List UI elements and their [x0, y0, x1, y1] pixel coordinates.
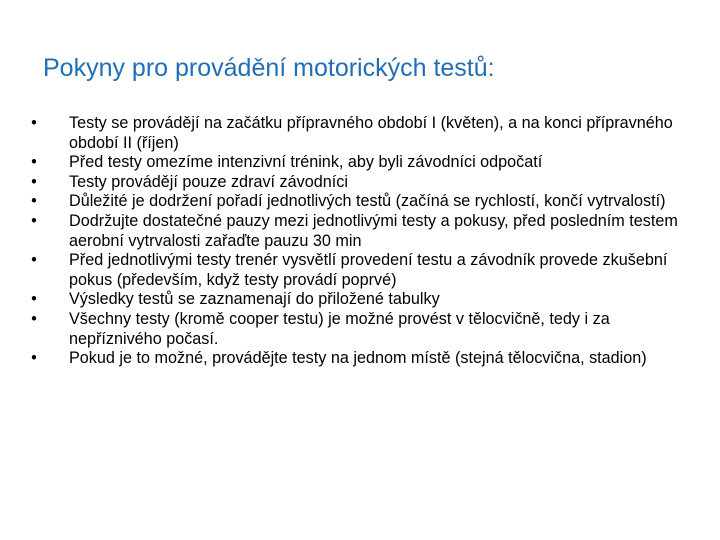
bullet-dot: • [31, 192, 37, 211]
bullet-dot: • [31, 172, 37, 191]
bullet-text: Všechny testy (kromě cooper testu) je možné provést v tělocvičně, tedy i za nepříznivého počasí. [69, 309, 610, 348]
bullet-dot: • [31, 251, 37, 270]
bullet-text: Před testy omezíme intenzivní trénink, aby byli závodníci odpočatí [69, 153, 543, 172]
bullet-dot: • [31, 309, 37, 328]
slide-title: Pokyny pro provádění motorických testů: [43, 54, 495, 82]
bullet-item [24, 212, 694, 251]
bullet-dot: • [31, 290, 37, 309]
bullet-item [24, 114, 694, 153]
bullet-text: Důležité je dodržení pořadí jednotlivých testů (začíná se rychlostí, končí vytrvalostí) [69, 192, 666, 211]
bullet-text: Výsledky testů se zaznamenají do přiložené tabulky [69, 290, 440, 309]
bullet-text: Testy provádějí pouze zdraví závodníci [69, 172, 348, 191]
bullet-item [24, 310, 694, 349]
bullet-item [24, 173, 694, 193]
bullet-item [24, 349, 694, 369]
bullet-text: Dodržujte dostatečné pauzy mezi jednotlivými testy a pokusy, před posledním testem aerobní vytrvalosti zařaďte pauzu 30 min [69, 211, 678, 250]
bullet-item [24, 290, 694, 310]
bullet-item [24, 251, 694, 290]
bullet-text: Před jednotlivými testy trenér vysvětlí provedení testu a závodník provede zkušební pokus (především, když testy provádí poprvé) [69, 251, 668, 289]
bullet-dot: • [31, 211, 37, 230]
bullet-text: Testy se provádějí na začátku přípravného období I (květen), a na konci přípravného období II (říjen) [69, 114, 673, 152]
bullet-dot: • [31, 153, 37, 172]
bullet-dot: • [31, 114, 37, 132]
bullet-dot: • [31, 349, 37, 368]
bullet-text: Pokud je to možné, provádějte testy na jednom místě (stejná tělocvična, stadion) [69, 349, 647, 368]
bullet-item [24, 153, 694, 173]
bullet-list [24, 114, 694, 369]
bullet-item [24, 192, 694, 212]
